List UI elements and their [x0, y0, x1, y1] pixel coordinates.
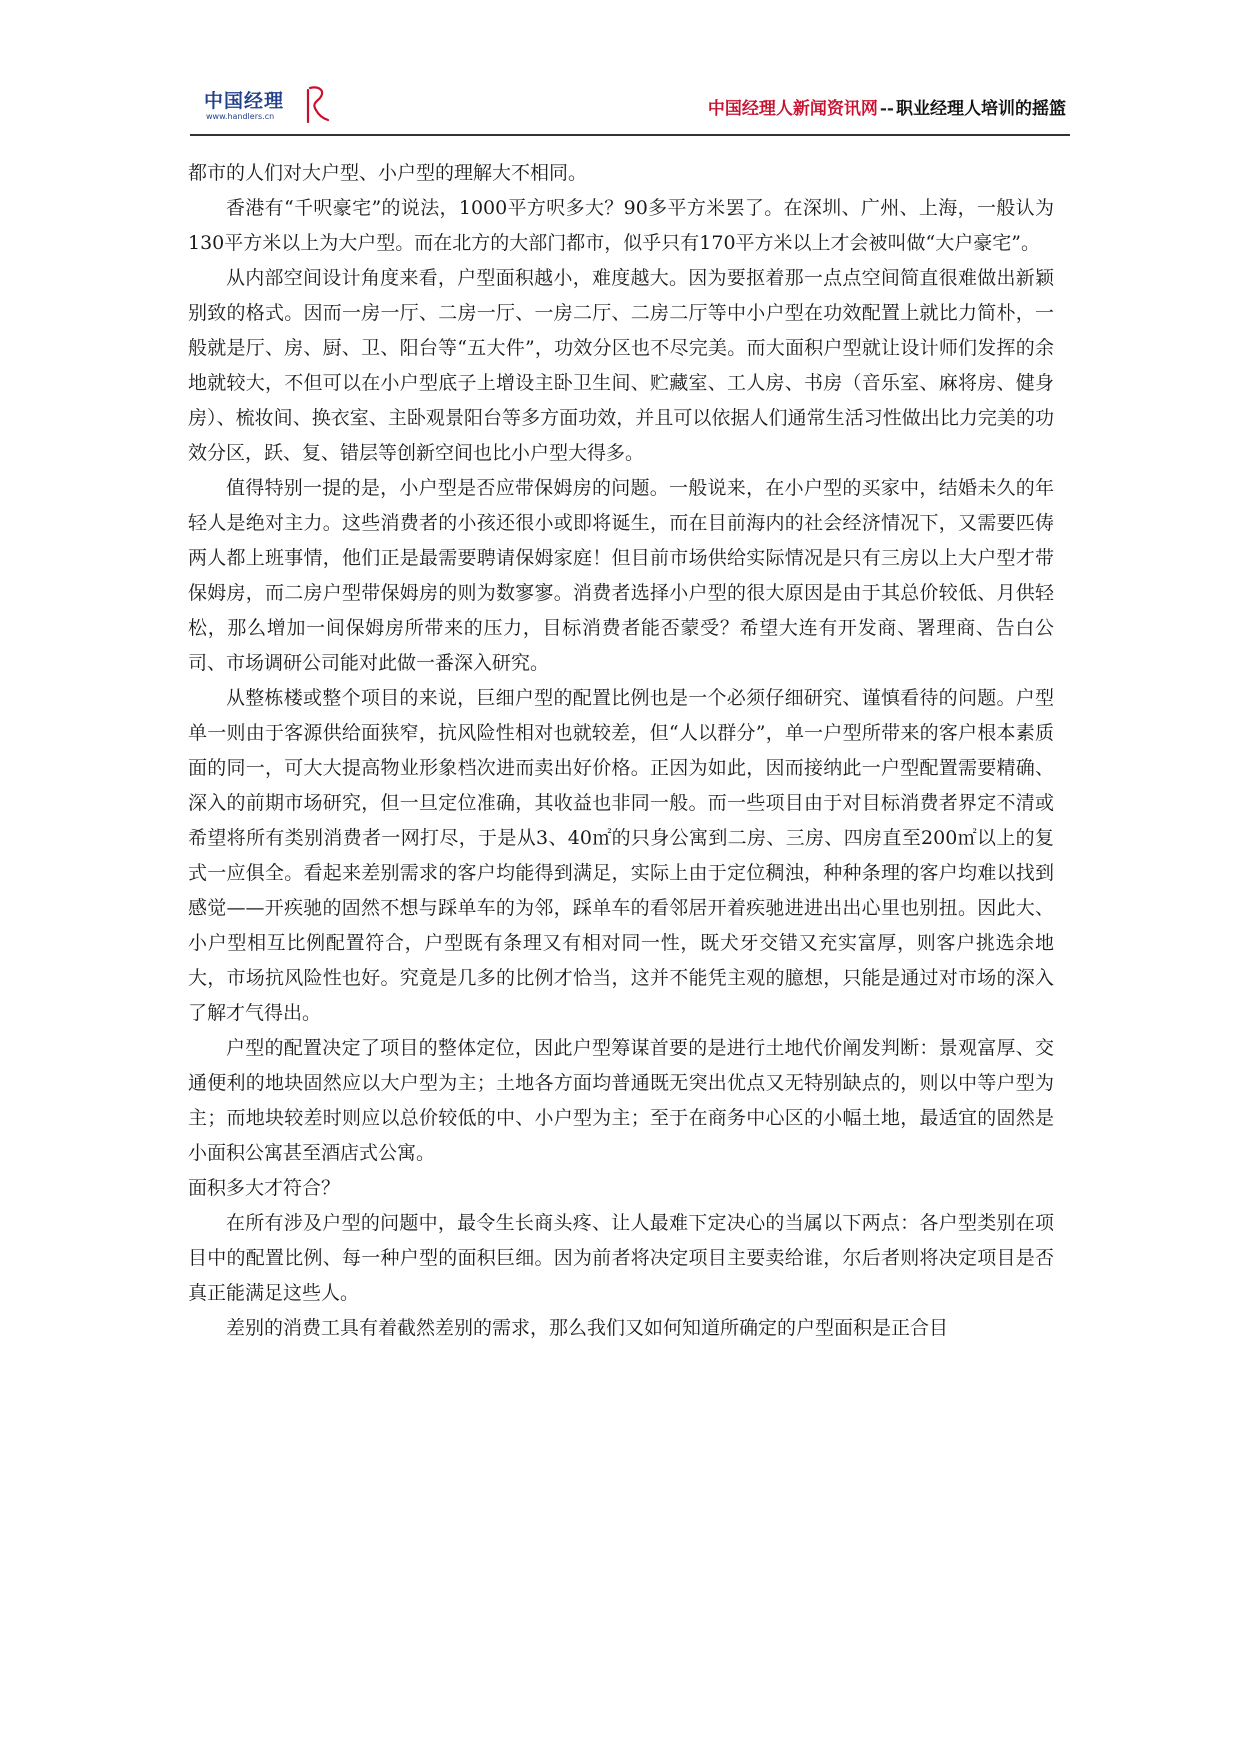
article-body: [188, 156, 1054, 1346]
slogan-text: 职业经理人培训的摇篮: [896, 99, 1066, 119]
site-logo[interactable]: [204, 86, 324, 128]
paragraph: 户型的配置决定了项目的整体定位，因此户型筹谋首要的是进行土地代价阐发判断：景观富厚、交通便利的地块固然应以大户型为主；土地各方面均普通既无突出优点又无特别缺点的，则以中等户型为主；而地块较差时则应以总价较低的中、小户型为主；至于在商务中心区的小幅土地，最适宜的固然是小面积公寓甚至酒店式公寓。: [188, 1037, 1054, 1164]
paragraph: 都市的人们对大户型、小户型的理解大不相同。: [188, 162, 588, 184]
header-separator: --: [879, 99, 894, 119]
site-slogan: [708, 94, 1066, 119]
paragraph: 差别的消费工具有着截然差别的需求，那么我们又如何知道所确定的户型面积是正合目: [226, 1317, 949, 1339]
paragraph: 香港有“千呎豪宅”的说法，1000平方呎多大？90多平方米罢了。在深圳、广州、上海，一般认为130平方米以上为大户型。而在北方的大部门都市，似乎只有170平方米以上才会被叫做“大户豪宅”。: [188, 197, 1054, 254]
paragraph: 值得特别一提的是，小户型是否应带保姆房的问题。一般说来，在小户型的买家中，结婚未久的年轻人是绝对主力。这些消费者的小孩还很小或即将诞生，而在目前海内的社会经济情况下，又需要匹俦两人都上班事情，他们正是最需要聘请保姆家庭！但目前市场供给实际情况是只有三房以上大户型才带保姆房，而二房户型带保姆房的则为数寥寥。消费者选择小户型的很大原因是由于其总价较低、月供轻松，那么增加一间保姆房所带来的压力，目标消费者能否蒙受？希望大连有开发商、署理商、告白公司、市场调研公司能对此做一番深入研究。: [188, 477, 1054, 674]
section-heading: 面积多大才符合？: [188, 1177, 341, 1199]
header-divider: [190, 134, 1070, 136]
site-name: 中国经理人新闻资讯网: [707, 99, 878, 119]
logo-text: 中国经理: [204, 90, 285, 112]
paragraph: 在所有涉及户型的问题中，最令生长商头疼、让人最难下定决心的当属以下两点：各户型类别在项目中的配置比例、每一种户型的面积巨细。因为前者将决定项目主要卖给谁，尔后者则将决定项目是否真正能满足这些人。: [188, 1212, 1054, 1304]
paragraph: 从整栋楼或整个项目的来说，巨细户型的配置比例也是一个必须仔细研究、谨慎看待的问题。户型单一则由于客源供给面狭窄，抗风险性相对也就较差，但“人以群分”，单一户型所带来的客户根本素质面的同一，可大大提高物业形象档次进而卖出好价格。正因为如此，因而接纳此一户型配置需要精确、深入的前期市场研究，但一旦定位准确，其收益也非同一般。而一些项目由于对目标消费者界定不清或希望将所有类别消费者一网打尽，于是从3、40㎡的只身公寓到二房、三房、四房直至200㎡以上的复式一应俱全。看起来差别需求的客户均能得到满足，实际上由于定位稠浊，种种条理的客户均难以找到感觉——开疾驰的固然不想与踩单车的为邻，踩单车的看邻居开着疾驰进进出出心里也别扭。因此大、小户型相互比例配置符合，户型既有条理又有相对同一性，既犬牙交错又充实富厚，则客户挑选余地大，市场抗风险性也好。究竟是几多的比例才恰当，这并不能凭主观的臆想，只能是通过对市场的深入了解才气得出。: [188, 687, 1054, 1024]
logo-url: www.handlers.cn: [206, 112, 275, 121]
paragraph: 从内部空间设计角度来看，户型面积越小，难度越大。因为要抠着那一点点空间简直很难做出新颖别致的格式。因而一房一厅、二房一厅、一房二厅、二房二厅等中小户型在功效配置上就比力简朴，一般就是厅、房、厨、卫、阳台等“五大件”，功效分区也不尽完美。而大面积户型就让设计师们发挥的余地就较大，不但可以在小户型底子上增设主卧卫生间、贮藏室、工人房、书房（音乐室、麻将房、健身房）、梳妆间、换衣室、主卧观景阳台等多方面功效，并且可以依据人们通常生活习性做出比力完美的功效分区，跃、复、错层等创新空间也比小户型大得多。: [188, 267, 1054, 464]
logo-mark-icon: [304, 84, 330, 124]
page-header: [190, 82, 1070, 130]
